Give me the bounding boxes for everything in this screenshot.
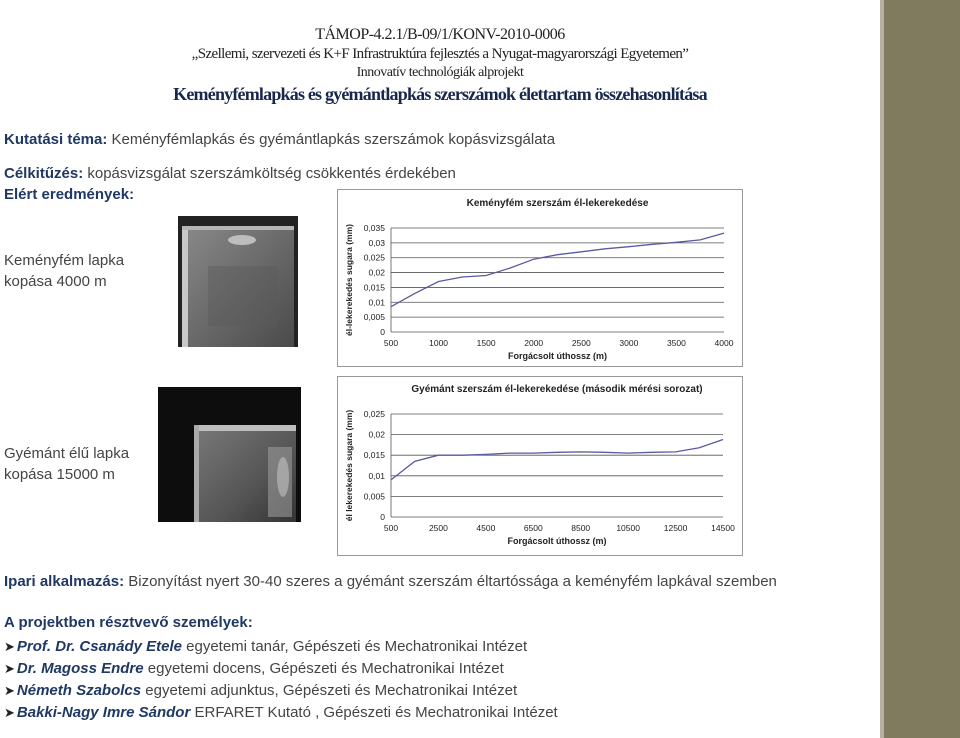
right-decorative-bar xyxy=(880,0,960,738)
member-role: egyetemi tanár, Gépészeti és Mechatronikai Intézet xyxy=(186,638,528,655)
team-label: A projektben résztvevő személyek: xyxy=(4,614,253,631)
carbide-insert-photo xyxy=(178,216,298,347)
member-role: egyetemi docens, Gépészeti és Mechatronikai Intézet xyxy=(147,660,504,677)
member-role: ERFARET Kutató , Gépészeti és Mechatronikai Intézet xyxy=(194,704,558,721)
sample2-caption xyxy=(4,443,129,485)
series-line xyxy=(391,233,724,307)
research-topic-label: Kutatási téma: xyxy=(4,131,108,148)
x-tick-label: 14500 xyxy=(711,523,735,533)
x-tick-label: 500 xyxy=(383,338,399,348)
x-tick-label: 4500 xyxy=(476,523,496,533)
y-tick-label: 0 xyxy=(380,327,385,337)
industry-text: Bizonyítást nyert 30-40 szeres a gyémánt szerszám éltartóssága a keményfém lapkával szemben xyxy=(128,573,777,590)
right-bar-stripe xyxy=(880,0,884,738)
y-tick-label: 0,01 xyxy=(368,297,385,308)
team-heading xyxy=(4,614,253,631)
goal-text: kopásvizsgálat szerszámköltség csökkentés érdekében xyxy=(87,165,456,182)
chart-title: Keményfém szerszám él-lekerekedése xyxy=(466,198,649,209)
x-tick-label: 2000 xyxy=(524,338,544,348)
y-tick-label: 0,005 xyxy=(363,491,385,502)
goal xyxy=(4,165,456,182)
team-member xyxy=(4,636,558,658)
member-role: egyetemi adjunktus, Gépészeti és Mechatronikai Intézet xyxy=(145,682,518,699)
x-tick-label: 10500 xyxy=(616,523,640,533)
member-name: Prof. Dr. Csanády Etele xyxy=(16,638,182,655)
x-tick-label: 2500 xyxy=(428,523,448,533)
member-name: Németh Szabolcs xyxy=(16,682,142,699)
goal-label: Célkitűzés: xyxy=(4,165,84,182)
header-project-name: „Szellemi, szervezeti és K+F Infrastruktúra fejlesztés a Nyugat-magyarországi Egyetemen” xyxy=(191,46,689,62)
diamond-chart-svg xyxy=(338,377,742,555)
y-axis-label: él-lekerekedés sugara (mm) xyxy=(344,224,354,336)
y-tick-label: 0,03 xyxy=(368,237,385,248)
y-tick-label: 0 xyxy=(380,512,385,522)
arrow-bullet-icon: ➤ xyxy=(4,639,15,654)
results-label: Elért eredmények: xyxy=(4,186,135,203)
industry-label: Ipari alkalmazás: xyxy=(4,573,125,590)
arrow-bullet-icon: ➤ xyxy=(4,705,15,720)
y-tick-label: 0,02 xyxy=(368,429,385,440)
y-tick-label: 0,015 xyxy=(363,282,385,293)
x-tick-label: 1000 xyxy=(429,338,449,348)
x-axis-label: Forgácsolt úthossz (m) xyxy=(507,351,608,361)
y-tick-label: 0,025 xyxy=(363,252,385,263)
x-tick-label: 3500 xyxy=(666,338,686,348)
chart-title: Gyémánt szerszám él-lekerekedése (második mérési sorozat) xyxy=(411,384,703,395)
sample2-line1: Gyémánt élű lapka xyxy=(4,445,130,462)
industry-application xyxy=(4,573,777,590)
x-tick-label: 6500 xyxy=(523,523,543,533)
x-tick-label: 4000 xyxy=(714,338,734,348)
research-topic xyxy=(4,131,555,148)
carbide-insert-image xyxy=(178,216,298,347)
diamond-chart xyxy=(337,376,743,556)
x-tick-label: 8500 xyxy=(571,523,591,533)
y-tick-label: 0,005 xyxy=(363,312,385,323)
carbide-chart xyxy=(337,189,743,367)
x-tick-label: 3000 xyxy=(619,338,639,348)
team-member xyxy=(4,702,558,724)
header-subproject: Innovatív technológiák alprojekt xyxy=(356,65,524,80)
sample1-caption xyxy=(4,250,124,292)
sample2-line2: kopása 15000 m xyxy=(4,466,115,483)
team-list xyxy=(4,636,558,724)
diamond-insert-image xyxy=(158,387,301,522)
y-tick-label: 0,025 xyxy=(363,409,385,419)
series-line xyxy=(391,440,723,480)
x-tick-label: 2500 xyxy=(571,338,591,348)
team-member xyxy=(4,658,558,680)
research-topic-text: Keményfémlapkás és gyémántlapkás szerszámok kopásvizsgálata xyxy=(111,131,556,148)
carbide-chart-svg xyxy=(338,190,742,366)
diamond-insert-photo xyxy=(158,387,301,522)
y-axis-label: él lekerekedés sugara (mm) xyxy=(344,409,354,522)
header-project-code: TÁMOP-4.2.1/B-09/1/KONV-2010-0006 xyxy=(315,26,565,43)
sample1-line2: kopása 4000 m xyxy=(4,273,107,290)
member-name: Bakki-Nagy Imre Sándor xyxy=(16,704,191,721)
x-tick-label: 1500 xyxy=(476,338,496,348)
y-tick-label: 0,035 xyxy=(363,223,385,233)
team-member xyxy=(4,680,558,702)
member-name: Dr. Magoss Endre xyxy=(16,660,144,677)
y-tick-label: 0,01 xyxy=(368,470,385,481)
x-axis-label: Forgácsolt úthossz (m) xyxy=(507,536,607,546)
page-title: Keményfémlapkás és gyémántlapkás szerszámok élettartam összehasonlítása xyxy=(173,84,707,104)
x-tick-label: 12500 xyxy=(663,523,688,533)
y-tick-label: 0,015 xyxy=(363,450,385,461)
x-tick-label: 500 xyxy=(383,523,399,533)
results xyxy=(4,186,134,203)
arrow-bullet-icon: ➤ xyxy=(4,661,15,676)
y-tick-label: 0,02 xyxy=(368,267,385,278)
arrow-bullet-icon: ➤ xyxy=(4,683,15,698)
sample1-line1: Keményfém lapka xyxy=(4,252,125,269)
